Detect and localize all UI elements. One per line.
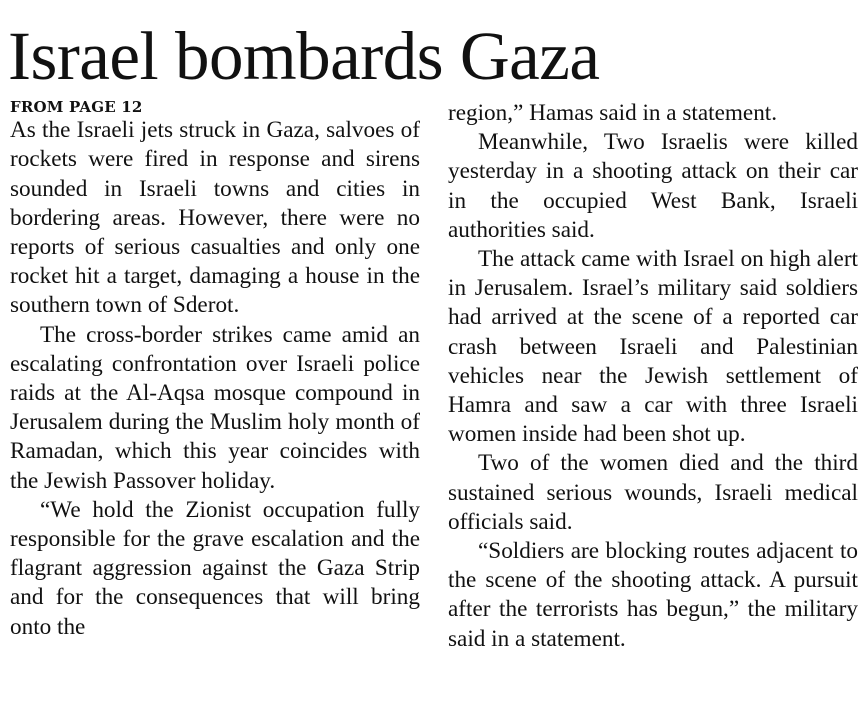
paragraph: The cross-border strikes came amid an escalating confrontation over Israeli police raids at the Al-Aqsa mosque compound in Jerusalem during the Muslim holy month of Ramadan, which this year coincides with the Jewish Passover holiday.	[10, 321, 420, 494]
article-column-1	[10, 99, 420, 642]
paragraph: “We hold the Zionist occupation fully responsible for the grave escalation and the flagrant aggression against the Gaza Strip and for the consequences that will bring onto the	[10, 496, 420, 640]
paragraph: “Soldiers are blocking routes adjacent to the scene of the shooting attack. A pursuit after the terrorists has begun,” the military said in a statement.	[448, 538, 858, 652]
paragraph: The attack came with Israel on high alert in Jerusalem. Israel’s military said soldiers had arrived at the scene of a reported car crash between Israeli and Palestinian vehicles near the Jewish settlement of Hamra and saw a car with three Israeli women inside had been shot up.	[448, 246, 858, 448]
article-column-2	[448, 99, 858, 654]
paragraph: Meanwhile, Two Israelis were killed yesterday in a shooting attack on their car in the occupied West Bank, Israeli authorities said.	[448, 129, 858, 243]
paragraph: region,” Hamas said in a statement.	[448, 100, 778, 126]
paragraph: Two of the women died and the third sustained serious wounds, Israeli medical officials said.	[448, 450, 858, 535]
headline: Israel bombards Gaza	[8, 18, 600, 94]
continuation-kicker: FROM PAGE 12	[10, 98, 143, 116]
paragraph: As the Israeli jets struck in Gaza, salvoes of rockets were fired in response and sirens sounded in Israeli towns and cities in bordering areas. However, there were no reports of serious casualties and only one rocket hit a target, damaging a house in the southern town of Sderot.	[10, 117, 420, 319]
